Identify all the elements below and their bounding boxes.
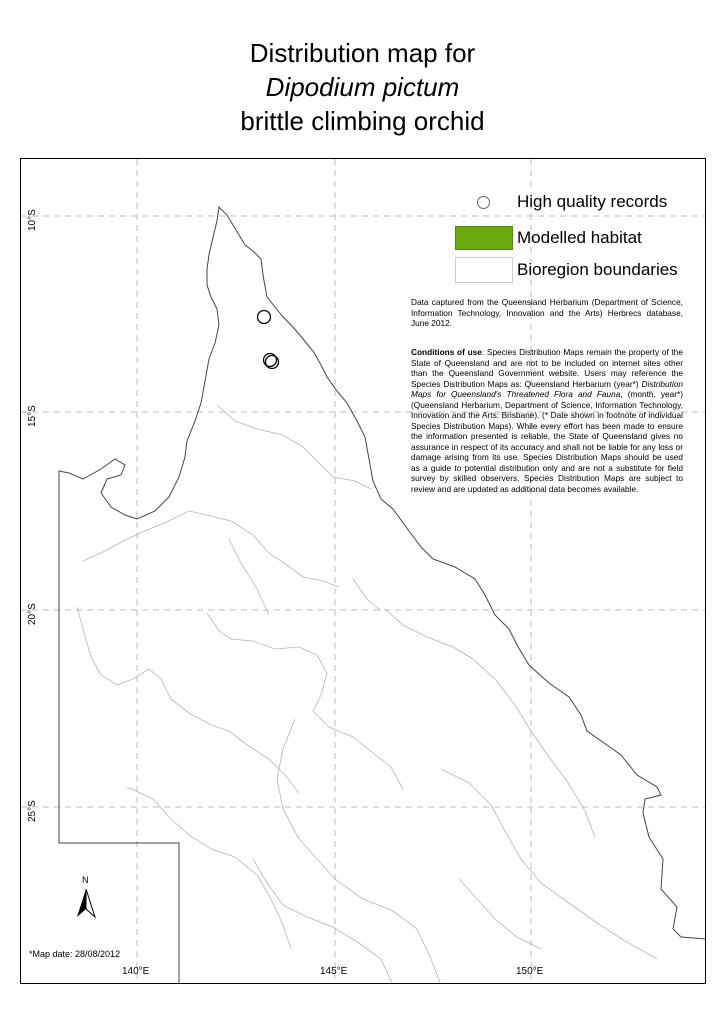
map-title-line-1: Distribution map for xyxy=(249,38,476,68)
conditions-of-use xyxy=(411,347,683,494)
latitude-label: 10°S xyxy=(27,209,38,231)
legend-records-label: High quality records xyxy=(517,192,668,211)
record-point xyxy=(258,311,271,324)
map-frame xyxy=(20,158,706,984)
record-points xyxy=(258,311,279,369)
map-date: *Map date: 28/08/2012 xyxy=(29,949,121,959)
graticule xyxy=(21,159,706,984)
bioregion-swatch xyxy=(455,257,513,283)
data-source-note: Data captured from the Queensland Herbarium (Department of Science, Information Technology, Innovation and the Arts) Herbrecs database, June 2012. xyxy=(411,297,683,328)
conditions-text-b: , (month, year*) (Queensland Herbarium, Department of Science, Information Technology, Innovation and the Arts: Brisbane). (* Date shown in footnote of individual Species Distribution Maps). While every effort has been made to ensure the information presented is reliable, the State of Queensland gives no assurance in respect of its accuracy and shall not be liable for any loss or damage arising from its use. Species Distribution Maps should be used as a guide to potential distribution only and are not a substitute for field survey by skilled observers. Species Distribution Maps are subject to review and are updated as additional data becomes available. xyxy=(411,389,683,494)
north-label: N xyxy=(82,875,89,885)
map-title-species: Dipodium pictum xyxy=(265,72,460,102)
conditions-heading: Conditions of use xyxy=(411,347,482,357)
legend-bioregion-label: Bioregion boundaries xyxy=(517,260,678,279)
north-arrow-icon xyxy=(75,889,97,919)
habitat-swatch xyxy=(455,226,513,250)
legend-habitat-label: Modelled habitat xyxy=(517,228,642,247)
north-arrow xyxy=(75,875,99,921)
conditions-italic: Distribution Maps for Queensland's Threatened Flora and Fauna xyxy=(411,378,683,399)
queensland-map xyxy=(21,159,706,984)
longitude-label: 150°E xyxy=(516,966,544,977)
map-title-common-name: brittle climbing orchid xyxy=(240,106,485,136)
conditions-text-a: : Species Distribution Maps remain the property of the State of Queensland and are not to be included on internet sites other than the Queensland Government website. Users may reference the Species Distribution Maps as: Queensland Herbarium (year*) xyxy=(411,347,684,389)
latitude-label: 15°S xyxy=(27,405,38,427)
latitude-label: 20°S xyxy=(27,603,38,625)
longitude-label: 140°E xyxy=(122,966,150,977)
longitude-label: 145°E xyxy=(320,966,348,977)
latitude-label: 25°S xyxy=(27,800,38,822)
record-circle-icon xyxy=(477,196,490,209)
